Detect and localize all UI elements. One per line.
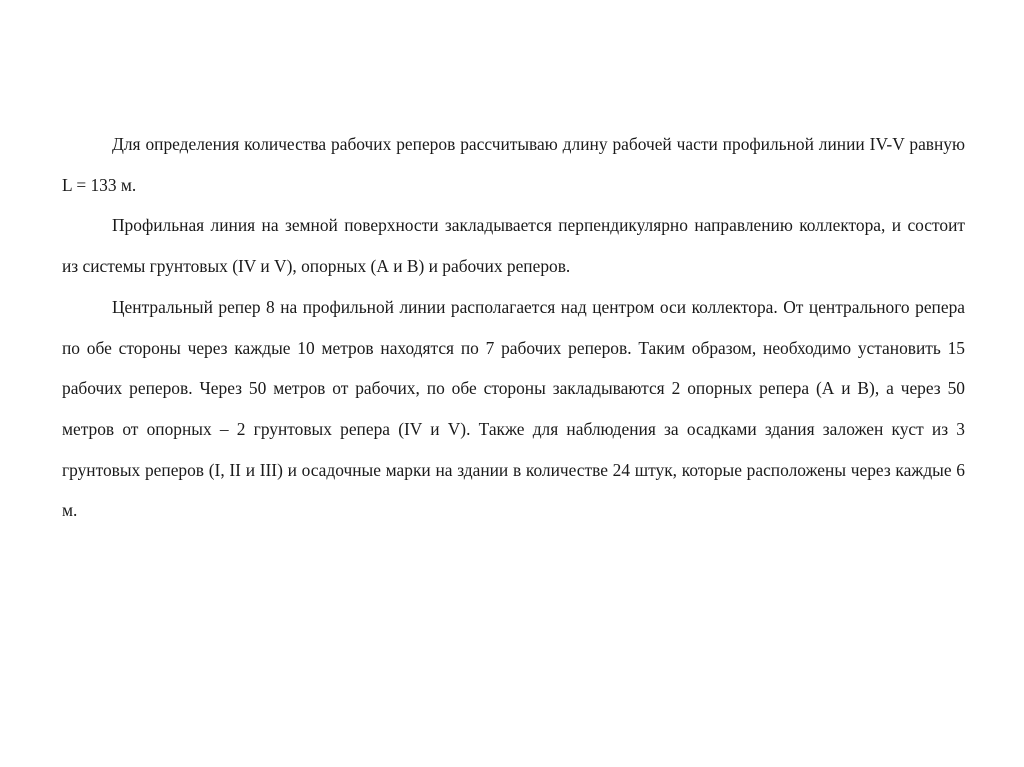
document-body (62, 124, 965, 531)
paragraph-working-benchmarks: Для определения количества рабочих реперов рассчитываю длину рабочей части профильной линии IV-V равную L = 133 м. (62, 134, 965, 195)
paragraph-profile-line: Профильная линия на земной поверхности закладывается перпендикулярно направлению коллектора, и состоит из системы грунтовых (IV и V), опорных (А и В) и рабочих реперов. (62, 215, 965, 277)
paragraph-central-benchmark: Центральный репер 8 на профильной линии располагается над центром оси коллектора. От центрального репера по обе стороны через каждые 10 метров находятся по 7 рабочих реперов. Таким образом, необходимо установить 15 рабочих реперов. Через 50 метров от рабочих, по обе стороны закладываются 2 опорных репера (А и В), а через 50 метров от опорных – 2 грунтовых репера (IV и V). Также для наблюдения за осадками здания заложен куст из 3 грунтовых реперов (I, II и III) и осадочные марки на здании в количестве 24 штук, которые расположены через каждые 6 м. (62, 296, 965, 521)
